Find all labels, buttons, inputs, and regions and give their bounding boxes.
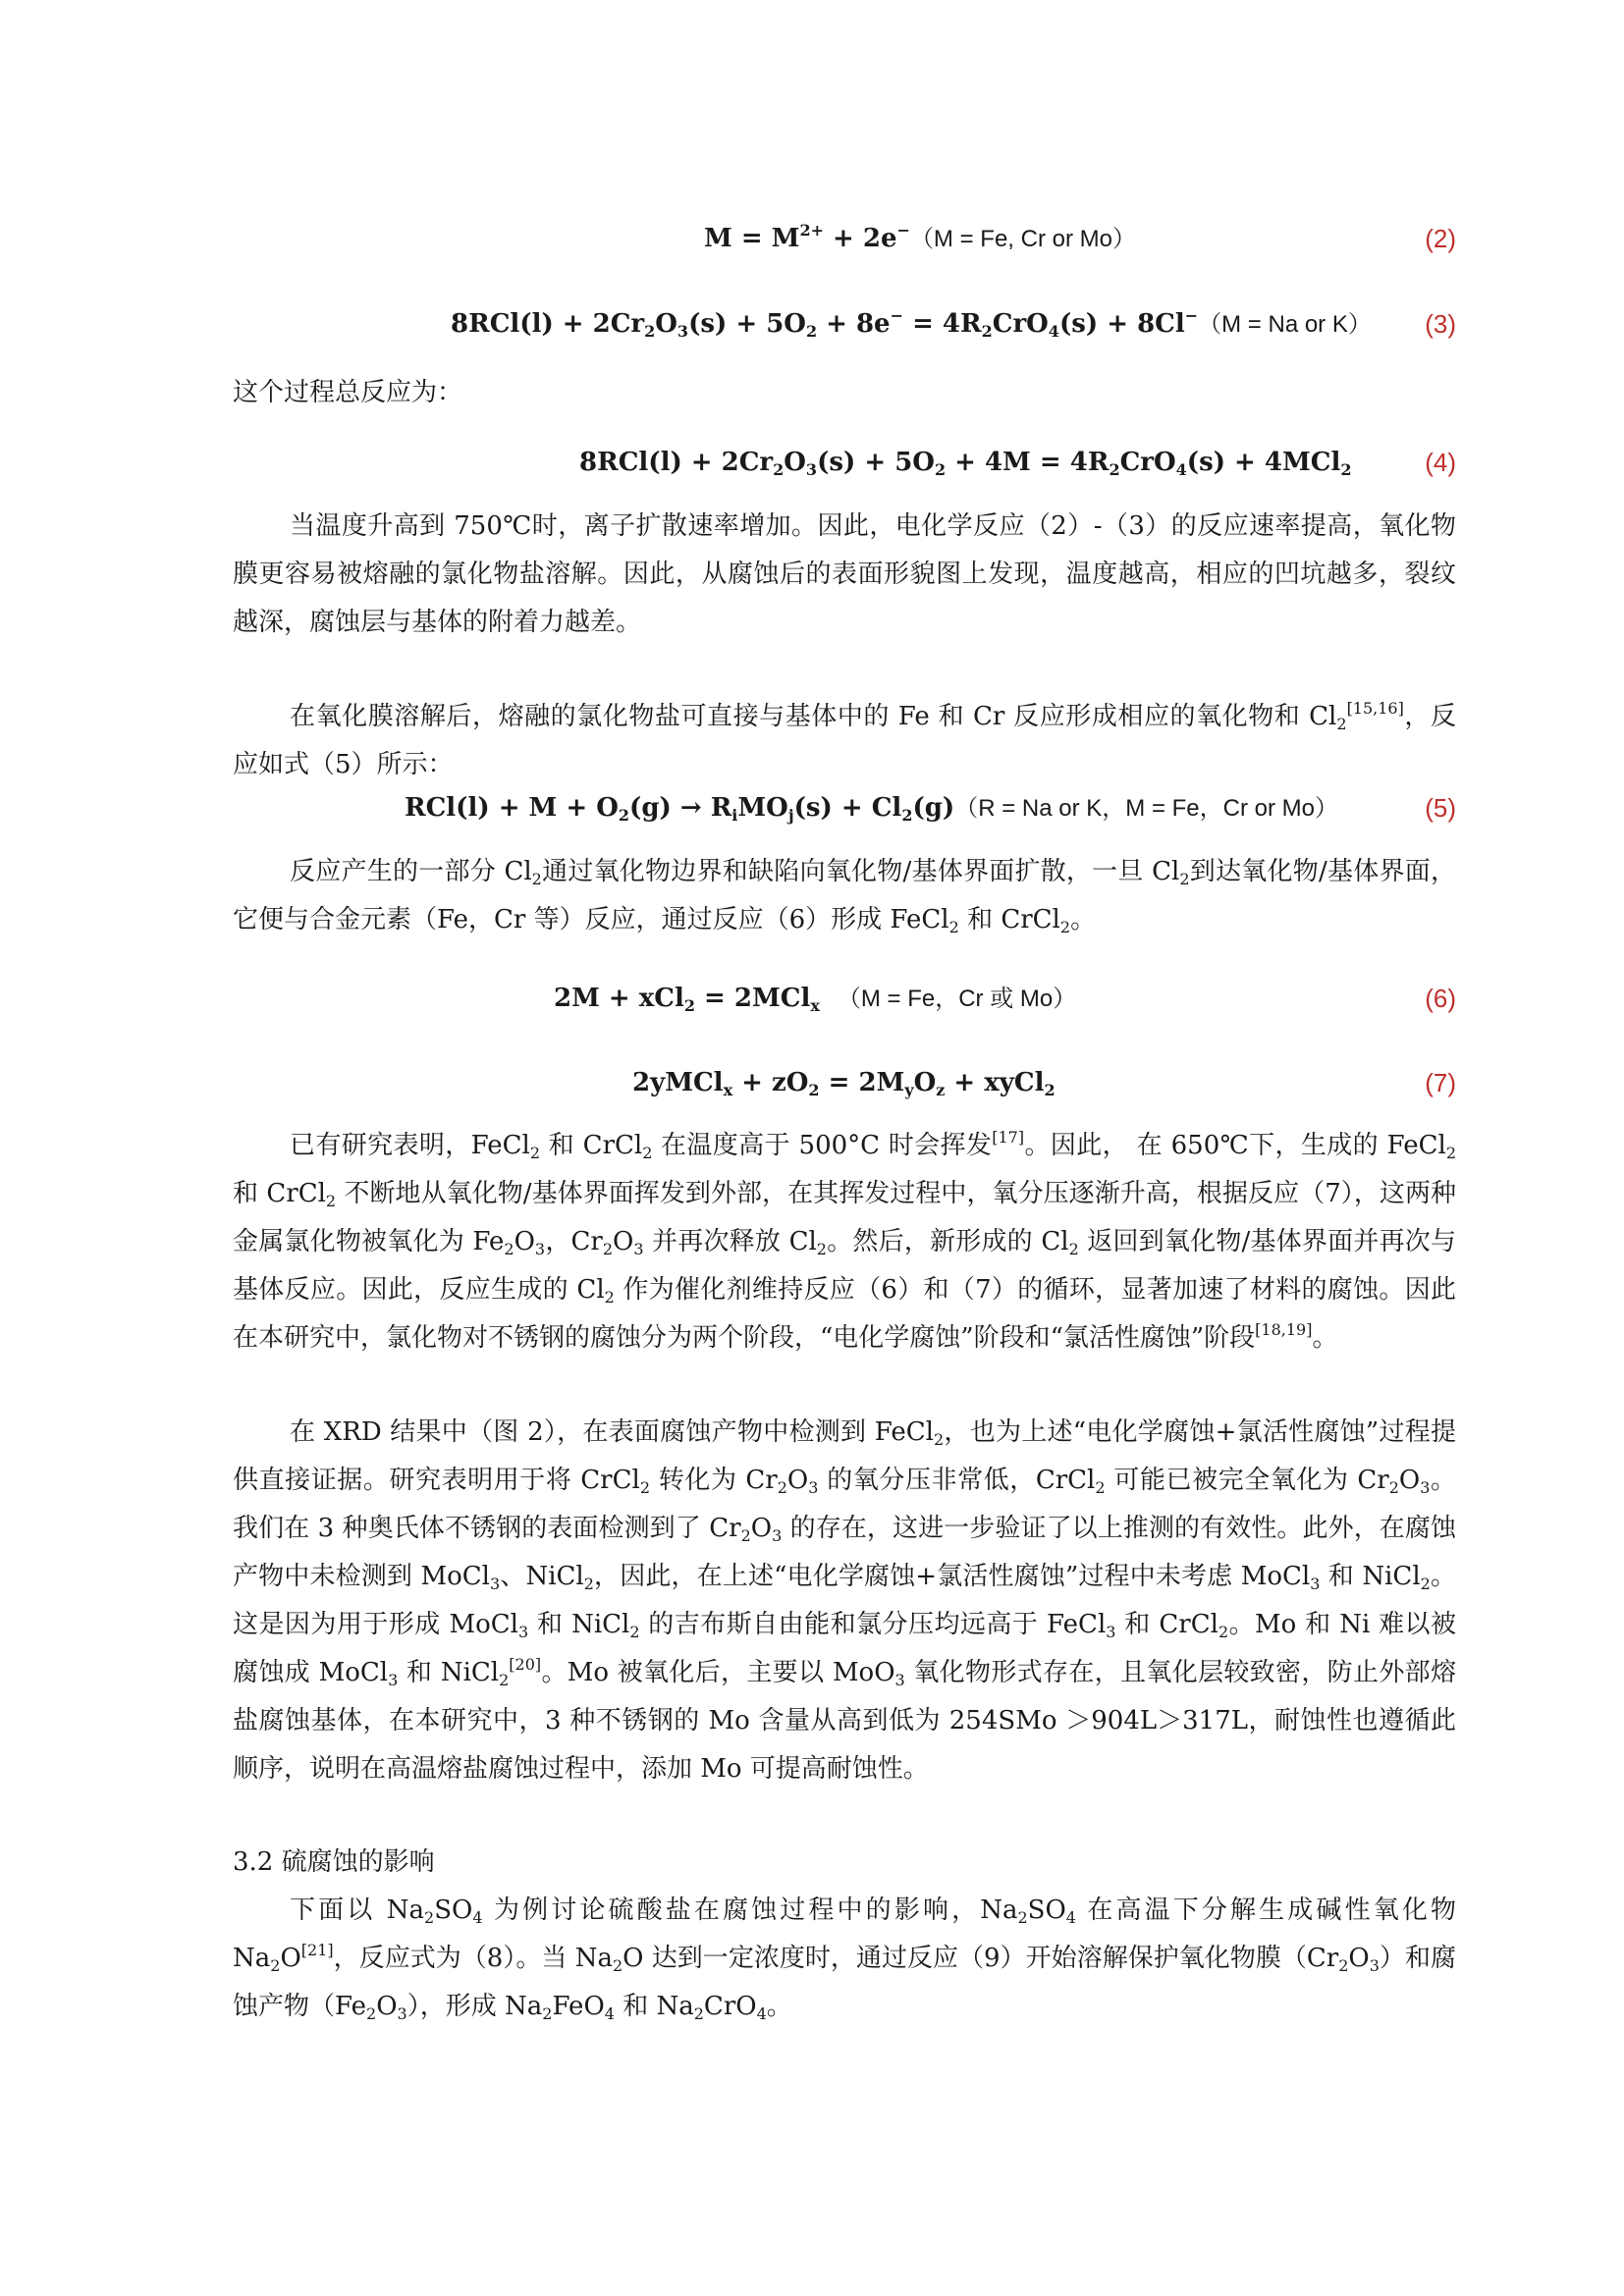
- equation-5-number: (5): [1425, 793, 1456, 823]
- paragraph-temperature: 当温度升高到 750℃时，离子扩散速率增加。因此，电化学反应（2）-（3）的反应速率提高，氧化物膜更容易被熔融的氯化物盐溶解。因此，从腐蚀后的表面形貌图上发现，温度越高，相应的凹坑越多，裂纹越深，腐蚀层与基体的附着力越差。: [233, 511, 1456, 637]
- equation-7: [233, 1058, 1456, 1107]
- overall-reaction-label: 这个过程总反应为：: [233, 378, 463, 407]
- equation-7-body: 2yMCl$_x$ + $zO_2 = 2M_yO_z$ + xyCl$_2$: [632, 1068, 1056, 1099]
- paragraph-sulfate: 下面以 $Na_2SO_4$ 为例讨论硫酸盐在腐蚀过程中的影响，$Na_2SO_4$ 在高温下分解生成碱性氧化物 $Na_2O[21]$，反应式为（8）。当 $Na_2O$ 达到一定浓度时，通过反应（9）开始溶解保护氧化物膜$(Cr_2O_3)$和腐蚀产物$(Fe_2O_3)$，形成 $Na_2FeO_4$ 和 $Na_2CrO_4$。: [233, 1896, 1456, 2023]
- paragraph-oxide-dissolution: 在氧化膜溶解后，熔融的氯化物盐可直接与基体中的 Fe 和 Cr 反应形成相应的氧化物和 $Cl_2[15,16]$，反应如式（5）所示：: [233, 699, 1456, 779]
- equation-4: [233, 438, 1456, 487]
- equation-3: [233, 299, 1456, 348]
- section-heading-3-2: 3.2 硫腐蚀的影响: [233, 1847, 435, 1877]
- equation-6: [233, 974, 1456, 1023]
- paragraph-cl2-diffusion: 反应产生的一部分 $Cl_2$通过氧化物边界和缺陷向氧化物/基体界面扩散，一旦 $Cl_2$到达氧化物/基体界面，它便与合金元素（Fe，Cr 等）反应，通过反应（6）形成 FeCl$_2$ 和 CrCl$_2$。: [233, 857, 1456, 936]
- equation-2-number: (2): [1425, 224, 1456, 253]
- equation-7-number: (7): [1425, 1068, 1456, 1097]
- equation-5-body: $RCl(l) + M + O_2(g) \to R_iMO_j(s) + Cl_2(g)(R = Na$ or K，M = Fe，Cr or Mo）: [405, 793, 1338, 825]
- equation-5: [233, 783, 1456, 832]
- equation-6-body: 2M + xCl$_2$ = 2MCl$_x$ （M = Fe，Cr 或 Mo）: [554, 984, 1077, 1015]
- equation-4-body: $8RCl(l) + 2Cr_2O_3(s) + 5O_2 + 4M = 4R_2CrO_4(s) + 4MCl_2$: [579, 448, 1352, 479]
- equation-3-body: $8RCl(l) + 2Cr_2O_3(s) + 5O_2 + 8e^- = 4R_2CrO_4(s) + 8Cl^-(M = Na$ or K）: [451, 306, 1372, 341]
- paragraph-volatilization: 已有研究表明，FeCl$_2$ 和 CrCl$_2$ 在温度高于 500°C 时会挥发[17]。因此， 在 650℃下，生成的 FeCl$_2$ 和 CrCl$_2$ 不断地从氧化物/基体界面挥发到外部，在其挥发过程中，氧分压逐渐升高，根据反应（7），这两种金属氯化物被氧化为 $Fe_2O_3$，$Cr_2O_3$ 并再次释放 $Cl_2$。然后，新形成的 $Cl_2$ 返回到氧化物/基体界面并再次与基体反应。因此，反应生成的 $Cl_2$ 作为催化剂维持反应（6）和（7）的循环，显著加速了材料的腐蚀。因此在本研究中，氯化物对不锈钢的腐蚀分为两个阶段，“电化学腐蚀”阶段和“氯活性腐蚀”阶段[18,19]。: [233, 1128, 1456, 1353]
- equation-3-number: (3): [1425, 309, 1456, 339]
- equation-6-number: (6): [1425, 984, 1456, 1013]
- equation-2-body: $M = M^{2+} + 2e^-(M = Fe$, Cr or Mo）: [704, 221, 1136, 253]
- paragraph-xrd-results: 在 XRD 结果中（图 2），在表面腐蚀产物中检测到 FeCl$_2$，也为上述“电化学腐蚀+氯活性腐蚀”过程提供直接证据。研究表明用于将 CrCl$_2$ 转化为 $Cr_2O_3$ 的氧分压非常低，CrCl$_2$ 可能已被完全氧化为 $Cr_2O_3$。我们在 3 种奥氏体不锈钢的表面检测到了 $Cr_2O_3$ 的存在，这进一步验证了以上推测的有效性。此外，在腐蚀产物中未检测到 MoCl$_3$、NiCl$_2$，因此，在上述“电化学腐蚀+氯活性腐蚀”过程中未考虑 MoCl$_3$ 和 NiCl$_2$。这是因为用于形成 MoCl$_3$ 和 NiCl$_2$ 的吉布斯自由能和氯分压均远高于 FeCl$_3$ 和 CrCl$_2$。Mo 和 Ni 难以被腐蚀成 MoCl$_3$ 和 NiCl$_2$[20]。Mo 被氧化后，主要以 MoO$_3$ 氧化物形式存在，且氧化层较致密，防止外部熔盐腐蚀基体，在本研究中，3 种不锈钢的 Mo 含量从高到低为 254SMo ＞904L＞317L，耐蚀性也遵循此顺序，说明在高温熔盐腐蚀过程中，添加 Mo 可提高耐蚀性。: [233, 1417, 1457, 1784]
- equation-2: [233, 214, 1456, 263]
- paper-page: [233, 0, 1456, 2296]
- equation-4-number: (4): [1425, 448, 1456, 477]
